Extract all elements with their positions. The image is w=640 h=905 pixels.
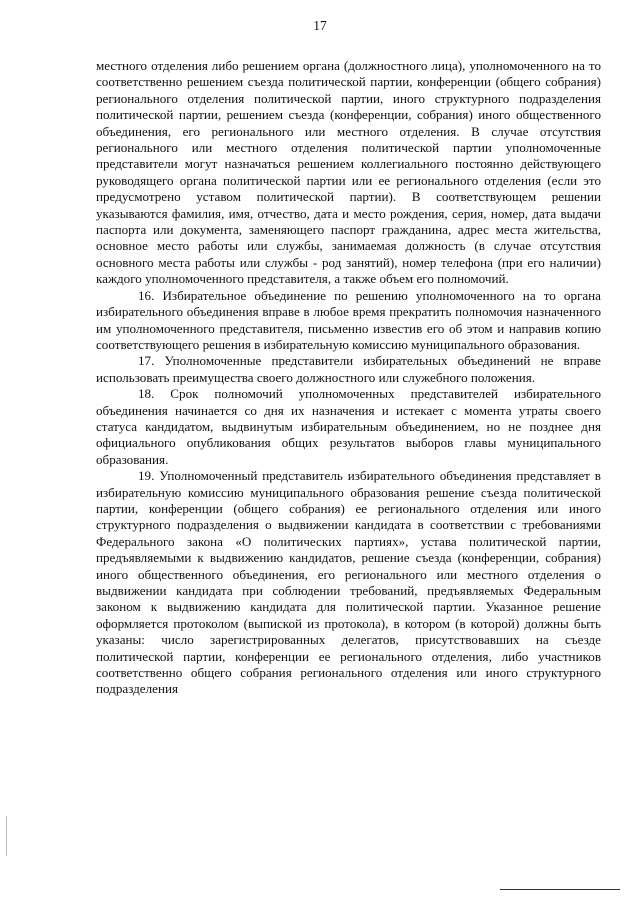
paragraph-continuation: местного отделения либо решением органа (должностного лица), уполномоченного на то соответственно решением съезда политической партии, конференции (общего собрания) регионального отделения политической партии, иного структурного подразделения политической партии, решением съезда (конференции, собрания) иного общественного объединения, его регионального или местного отделения. В случае отсутствия регионального или местного отделения политической партии уполномоченные представители могут назначаться решением коллегиального постоянно действующего руководящего органа политической партии или ее регионального отделения (если это предусмотрено уставом политической партии). В соответствующем решении указываются фамилия, имя, отчество, дата и место рождения, серия, номер, дата выдачи паспорта или документа, заменяющего паспорт гражданина, адрес места жительства, основное место работы или службы, занимаемая должность (в случае отсутствия основного места работы или службы - род занятий), номер телефона (при его наличии) каждого уполномоченного представителя, а также объем его полномочий. xyxy=(96,58,601,287)
page-number: 17 xyxy=(313,18,327,33)
paragraph-item-18: 18. Срок полномочий уполномоченных представителей избирательного объединения начинается со дня их назначения и истекает с момента утраты своего статуса кандидатом, выдвинутым избирательным объединением, но не позднее дня официального опубликования общих результатов выборов главы муниципального образования. xyxy=(96,386,601,467)
paragraph-item-16: 16. Избирательное объединение по решению уполномоченного на то органа избирательного объединения вправе в любое время прекратить полномочия назначенного им уполномоченного представителя, письменно известив его об этом и направив копию соответствующего решения в избирательную комиссию муниципального образования. xyxy=(96,287,601,352)
paragraph-item-17: 17. Уполномоченные представители избирательных объединений не вправе использовать преимущества своего должностного или служебного положения. xyxy=(96,353,601,385)
document-body xyxy=(96,58,601,698)
paragraph-item-19: 19. Уполномоченный представитель избирательного объединения представляет в избирательную комиссию муниципального образования решение съезда политической партии, конференции (общего собрания) ее регионального отделения или иного структурного подразделения о выдвижении кандидата в соответствии с требованиями Федерального закона «О политических партиях», устава политической партии, предъявляемыми к выдвижению кандидатов, решение съезда (конференции, собрания) иного общественного объединения, его регионального или местного отделения о выдвижении кандидата при соблюдении требований, предъявляемых Федеральным законом к выдвижению кандидата для политической партии. Указанное решение оформляется протоколом (выпиской из протокола), в котором (в которой) должны быть указаны: число зарегистрированных делегатов, присутствовавших на съезде политической партии, конференции ее регионального отделения, либо участников соответственно общего собрания регионального отделения или иного структурного подразделения xyxy=(96,468,601,697)
footer-rule xyxy=(500,889,620,890)
scan-margin-mark xyxy=(6,816,7,856)
